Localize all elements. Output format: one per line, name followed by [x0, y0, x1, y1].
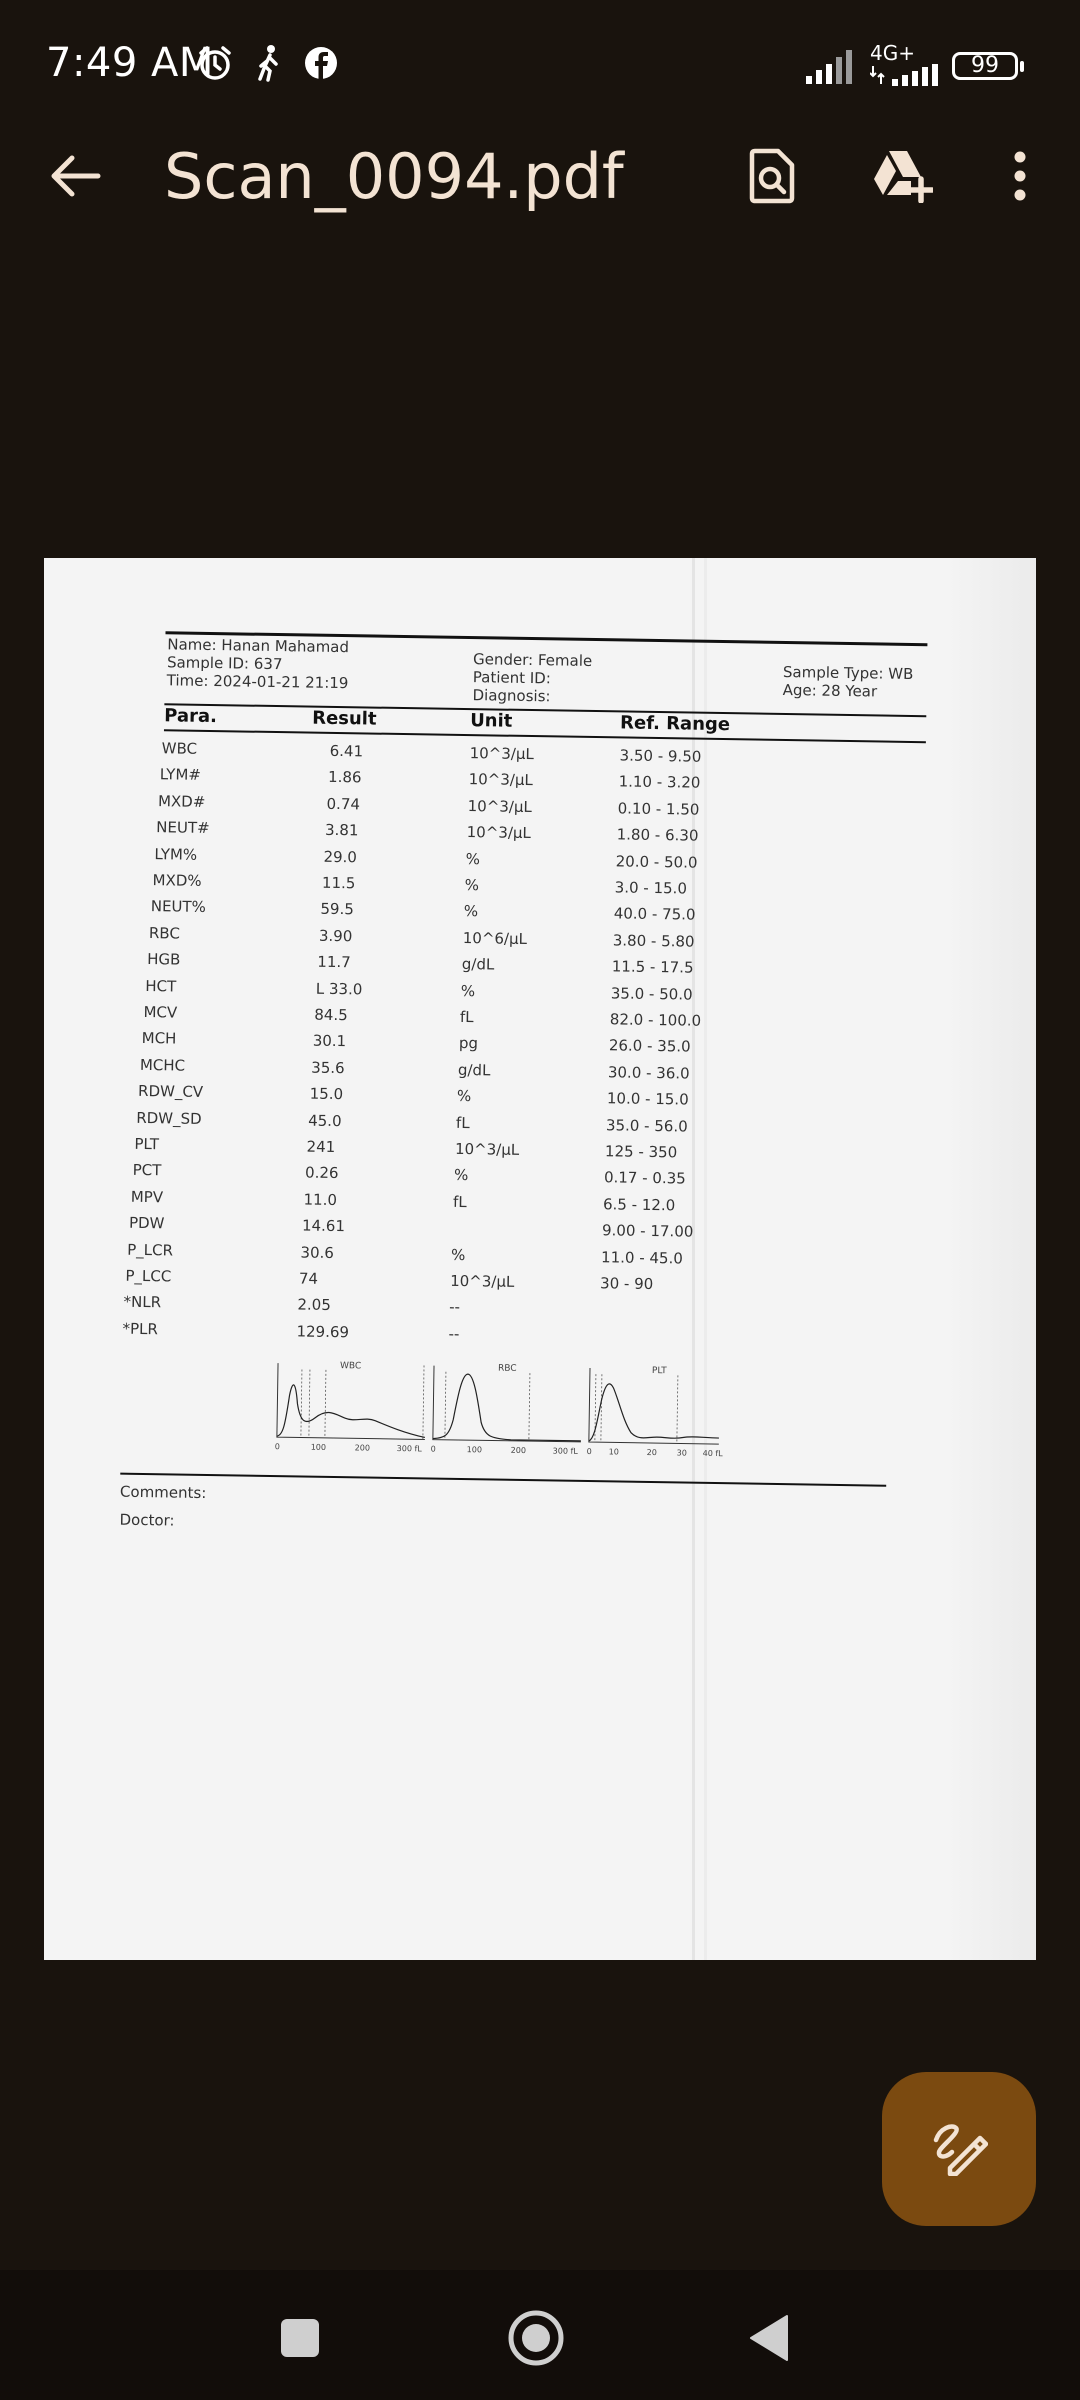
cell-result: 6.41 [329, 741, 364, 761]
cell-parameter: LYM# [159, 765, 202, 785]
histogram-tick: 40 fL [702, 1448, 723, 1459]
network-type: 4G+ [870, 41, 915, 65]
cell-parameter: RDW_CV [137, 1082, 204, 1102]
histogram-tick: 300 fL [396, 1444, 422, 1454]
cell-parameter: MXD# [157, 791, 206, 811]
battery-indicator: 99 [952, 52, 1018, 80]
lab-report [44, 558, 1036, 1960]
cell-unit: 10^3/µL [469, 744, 534, 764]
cell-ref-range: 0.17 - 0.35 [603, 1168, 686, 1188]
cell-ref-range: 26.0 - 35.0 [608, 1036, 691, 1056]
more-options-icon [1012, 150, 1028, 207]
cell-ref-range: 1.10 - 3.20 [618, 772, 701, 793]
histogram-tick: 100 [310, 1442, 327, 1452]
report-time: Time: 2024-01-21 21:19 [166, 671, 349, 693]
cell-parameter: MXD% [152, 871, 202, 890]
cell-result: 59.5 [320, 900, 354, 919]
cell-ref-range: 6.5 - 12.0 [602, 1195, 676, 1215]
histogram-tick: 0 [586, 1447, 592, 1457]
histogram-label: RBC [497, 1363, 517, 1374]
cell-unit: 10^3/µL [467, 796, 532, 816]
cell-ref-range: 9.00 - 17.00 [601, 1221, 694, 1241]
cell-result: 0.26 [304, 1163, 339, 1183]
cell-unit: g/dL [457, 1060, 491, 1080]
cell-result: L 33.0 [315, 979, 363, 999]
cell-parameter: RBC [148, 923, 181, 943]
column-header-unit: Unit [469, 710, 513, 732]
cell-result: 129.69 [296, 1322, 350, 1342]
cell-result: 35.6 [311, 1058, 345, 1077]
plt-histogram [587, 1360, 749, 1463]
alarm-icon [196, 44, 234, 82]
cell-ref-range: 35.0 - 56.0 [605, 1115, 688, 1136]
cell-unit: 10^3/µL [454, 1139, 520, 1159]
cell-result: 241 [306, 1137, 336, 1157]
wbc-histogram [275, 1355, 437, 1458]
cell-ref-range: 30 - 90 [599, 1274, 654, 1294]
cell-parameter: *PLR [122, 1319, 159, 1339]
facebook-icon [304, 46, 338, 80]
cell-unit: % [463, 902, 479, 921]
cell-result: 1.86 [327, 768, 362, 787]
diagnosis: Diagnosis: [472, 686, 551, 706]
cell-result: 14.61 [301, 1216, 346, 1236]
cell-parameter: P_LCC [125, 1266, 172, 1286]
patient-name: Name: Hanan Mahamad [167, 635, 350, 657]
walking-icon [254, 44, 284, 82]
recents-square-icon [279, 2317, 321, 2364]
cell-unit: 10^3/µL [466, 823, 532, 843]
sample-id: Sample ID: 637 [166, 653, 283, 674]
cell-result: 11.7 [317, 952, 351, 972]
cell-result: 11.0 [303, 1190, 338, 1209]
save-to-drive-button[interactable] [866, 142, 938, 214]
histogram-tick: 0 [274, 1442, 280, 1452]
cell-result: 3.90 [318, 926, 353, 946]
cell-parameter: MCH [141, 1029, 177, 1048]
cell-ref-range: 10.0 - 15.0 [606, 1089, 689, 1109]
cell-parameter: RDW_SD [136, 1108, 202, 1128]
cell-result: 45.0 [308, 1111, 342, 1130]
cell-parameter: LYM% [154, 844, 198, 864]
cell-parameter: NEUT# [156, 818, 210, 838]
home-button[interactable] [496, 2300, 576, 2380]
cell-unit: pg [458, 1034, 479, 1053]
cell-unit: % [456, 1087, 472, 1106]
cell-result: 15.0 [309, 1084, 344, 1104]
column-header-para: Para. [164, 705, 218, 728]
cell-result: 30.1 [312, 1032, 347, 1051]
pdf-page [44, 558, 1036, 1960]
cell-unit: fL [455, 1113, 470, 1132]
patient-id: Patient ID: [472, 668, 552, 688]
sample-type: Sample Type: WB [782, 662, 914, 684]
cell-unit: -- [448, 1324, 460, 1343]
cell-result: 30.6 [300, 1243, 335, 1262]
histogram-tick: 0 [430, 1444, 436, 1454]
histogram-tick: 30 [676, 1448, 687, 1458]
column-header-result: Result [312, 707, 377, 730]
histogram-tick: 200 [354, 1443, 371, 1453]
find-in-document-button[interactable] [736, 142, 808, 214]
cell-result: 3.81 [324, 821, 359, 840]
cell-result: 2.05 [297, 1295, 331, 1315]
cell-ref-range: 3.0 - 15.0 [614, 878, 688, 898]
cell-parameter: HGB [147, 950, 181, 969]
doctor-label: Doctor: [119, 1510, 175, 1530]
cell-unit: 10^3/µL [450, 1271, 515, 1291]
comments-label: Comments: [119, 1482, 207, 1503]
notification-icons [196, 44, 338, 82]
histogram-tick: 100 [466, 1445, 483, 1455]
signal-4g-icon [870, 64, 942, 91]
cell-parameter: MCV [143, 1002, 178, 1022]
patient-age: Age: 28 Year [782, 680, 878, 701]
search-in-document-icon [748, 148, 796, 209]
cell-unit: % [465, 849, 481, 868]
document-title: Scan_0094.pdf [164, 140, 624, 213]
cell-result: 0.74 [326, 794, 361, 814]
system-navigation-bar [0, 2270, 1080, 2400]
cell-result: 84.5 [314, 1005, 348, 1025]
column-header-ref-range: Ref. Range [619, 712, 731, 736]
cell-ref-range: 3.80 - 5.80 [612, 931, 695, 951]
cell-parameter: PLT [134, 1134, 160, 1154]
more-options-button[interactable] [984, 142, 1056, 214]
cell-parameter: MCHC [139, 1055, 186, 1075]
cell-unit: % [460, 981, 476, 1000]
cell-unit: % [450, 1245, 466, 1264]
edit-fab-button[interactable] [882, 2072, 1036, 2226]
system-back-button[interactable] [730, 2300, 810, 2380]
cell-ref-range: 35.0 - 50.0 [610, 983, 693, 1004]
cell-parameter: WBC [161, 739, 198, 758]
recents-button[interactable] [260, 2300, 340, 2380]
cell-parameter: HCT [145, 976, 177, 996]
cell-unit: 10^6/µL [462, 928, 528, 948]
cell-ref-range: 11.0 - 45.0 [600, 1247, 683, 1268]
cell-result: 29.0 [323, 847, 358, 866]
cell-ref-range: 125 - 350 [604, 1142, 678, 1162]
cell-result: 11.5 [321, 873, 356, 893]
app-bar [0, 120, 1080, 230]
cell-ref-range: 11.5 - 17.5 [611, 957, 694, 977]
cell-parameter: *NLR [123, 1293, 162, 1312]
status-bar [0, 0, 1080, 132]
header-underline [164, 729, 926, 743]
footer-rule [120, 1473, 886, 1487]
histogram-label: WBC [339, 1361, 362, 1372]
cell-unit: fL [459, 1007, 474, 1027]
status-time: 7:49 AM [46, 40, 214, 86]
cell-parameter: PDW [128, 1213, 165, 1233]
cell-ref-range: 3.50 - 9.50 [619, 746, 702, 766]
cell-parameter: PCT [132, 1161, 162, 1180]
rbc-histogram [431, 1358, 593, 1461]
edit-pen-icon [930, 2118, 988, 2181]
cell-unit: % [453, 1166, 469, 1185]
columns-rule [164, 703, 926, 717]
cell-parameter: MPV [130, 1187, 164, 1207]
save-to-drive-icon [871, 149, 933, 208]
cell-result: 74 [298, 1269, 319, 1288]
cell-unit: -- [449, 1298, 461, 1317]
cell-ref-range: 30.0 - 36.0 [607, 1063, 690, 1083]
cell-parameter: NEUT% [150, 897, 207, 917]
cell-unit: fL [452, 1192, 467, 1211]
home-circle-icon [507, 2309, 565, 2372]
cell-ref-range: 0.10 - 1.50 [617, 799, 700, 819]
patient-gender: Gender: Female [472, 650, 593, 670]
histogram-tick: 300 fL [552, 1446, 578, 1456]
cell-ref-range: 40.0 - 75.0 [613, 904, 696, 925]
histogram-tick: 10 [608, 1447, 619, 1457]
back-button[interactable] [40, 142, 112, 214]
back-triangle-icon [749, 2314, 791, 2367]
cell-parameter: P_LCR [127, 1240, 174, 1260]
cell-ref-range: 1.80 - 6.30 [616, 825, 699, 845]
cell-unit: g/dL [461, 955, 495, 974]
histogram-label: PLT [651, 1366, 667, 1377]
cell-ref-range: 20.0 - 50.0 [615, 851, 698, 872]
signal-icon [806, 50, 854, 89]
cell-unit: 10^3/µL [468, 770, 533, 790]
histogram-tick: 20 [646, 1447, 657, 1458]
back-arrow-icon [50, 154, 102, 203]
cell-ref-range: 82.0 - 100.0 [609, 1010, 702, 1030]
cell-unit: % [464, 876, 480, 895]
histogram-tick: 200 [510, 1445, 527, 1456]
